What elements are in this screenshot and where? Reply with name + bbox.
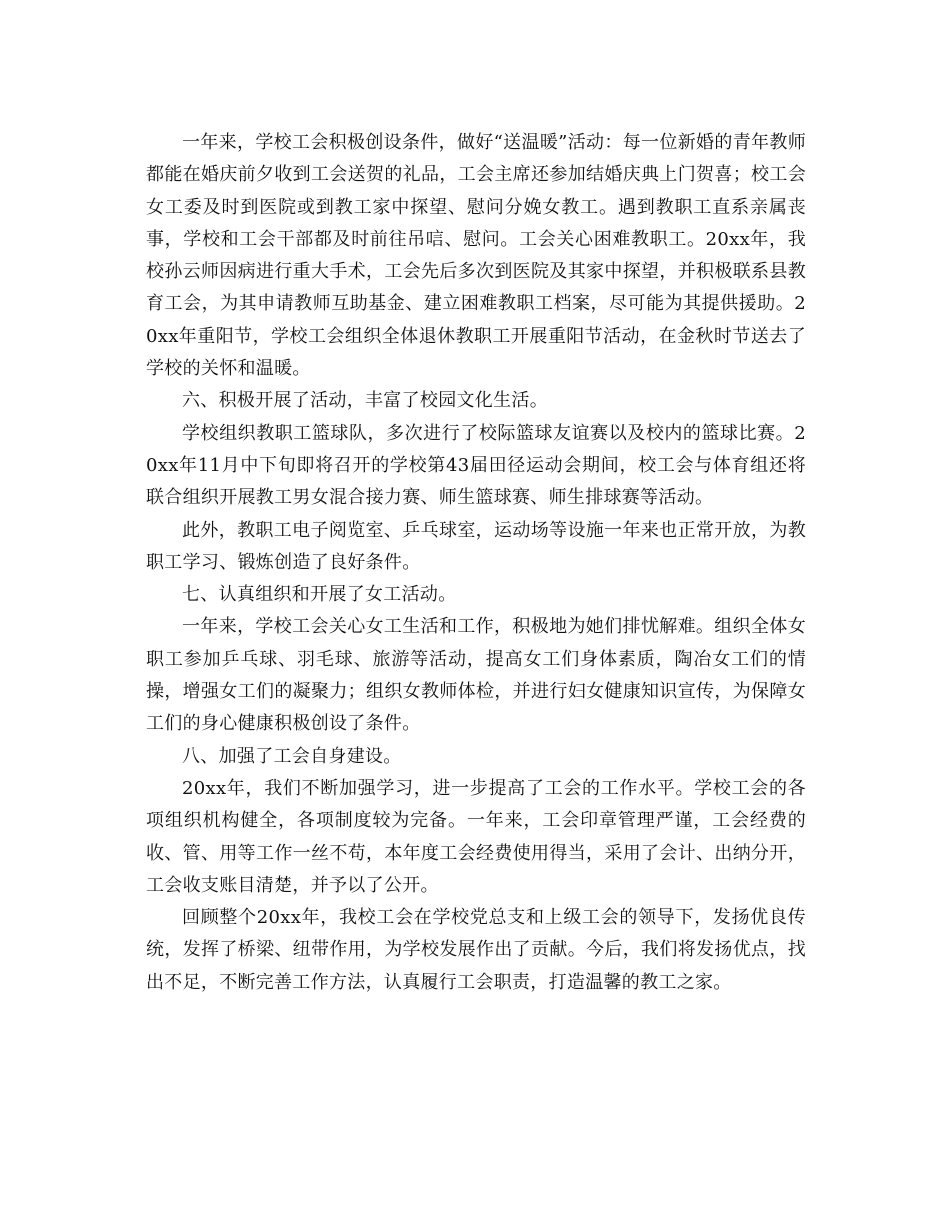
section-heading-eight: 八、加强了工会自身建设。 (182, 745, 402, 767)
paragraph-female-workers: 一年来，学校工会关心女工生活和工作，积极地为她们排忧解难。组织全体女职工参加乒乓球、羽毛球、旅游等活动，提高女工们身体素质，陶冶女工们的情操，增强女工们的凝聚力；组织女教师体检，并进行妇女健康知识宣传，为保障女工们的身心健康积极创设了条件。 (146, 616, 806, 735)
paragraph-basketball: 学校组织教职工篮球队，多次进行了校际篮球友谊赛以及校内的篮球比赛。20xx年11月中下旬即将召开的学校第43届田径运动会期间，校工会与体育组还将联合组织开展教工男女混合接力赛、师生篮球赛、师生排球赛等活动。 (146, 422, 806, 509)
paragraph-facilities: 此外，教职工电子阅览室、乒乓球室，运动场等设施一年来也正常开放，为教职工学习、锻炼创造了良好条件。 (146, 519, 806, 573)
paragraph-warmth-activities: 一年来，学校工会积极创设条件，做好“送温暖”活动：每一位新婚的青年教师都能在婚庆前夕收到工会送贺的礼品，工会主席还参加结婚庆典上门贺喜；校工会女工委及时到医院或到教工家中探望、慰问分娩女教工。遇到教职工直系亲属丧事，学校和工会干部都及时前往吊唁、慰问。工会关心困难教职工。20xx年，我校孙云师因病进行重大手术，工会先后多次到医院及其家中探望，并积极联系县教育工会，为其申请教师互助基金、建立困难教职工档案，尽可能为其提供援助。20xx年重阳节，学校工会组织全体退休教职工开展重阳节活动，在金秋时节送去了学校的关怀和温暖。 (146, 132, 806, 380)
paragraph-union-building: 20xx年，我们不断加强学习，进一步提高了工会的工作水平。学校工会的各项组织机构健全，各项制度较为完备。一年来，工会印章管理严谨，工会经费的收、管、用等工作一丝不苟，本年度工会经费使用得当，采用了会计、出纳分开，工会收支账目清楚，并予以了公开。 (146, 777, 806, 896)
section-heading-six: 六、积极开展了活动，丰富了校园文化生活。 (182, 390, 548, 412)
paragraph-review: 回顾整个20xx年，我校工会在学校党总支和上级工会的领导下，发扬优良传统，发挥了桥梁、纽带作用，为学校发展作出了贡献。今后，我们将发扬优点，找出不足，不断完善工作方法，认真履行工会职责，打造温馨的教工之家。 (146, 907, 806, 993)
document-page (146, 127, 806, 999)
section-heading-seven: 七、认真组织和开展了女工活动。 (182, 584, 457, 606)
